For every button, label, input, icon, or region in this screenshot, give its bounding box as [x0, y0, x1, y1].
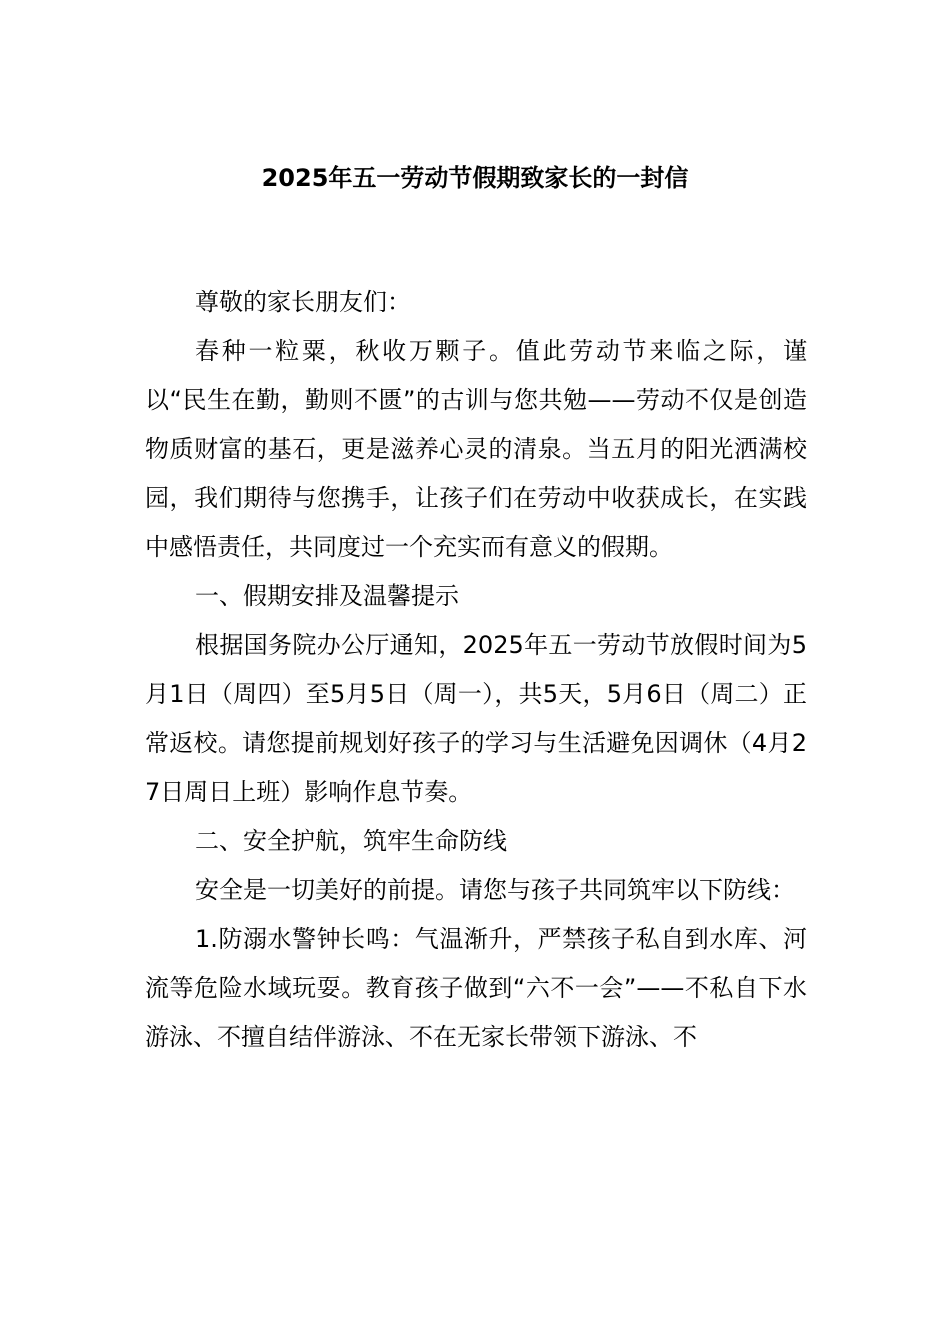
document-body: [145, 278, 807, 1062]
holiday-paragraph: 根据国务院办公厅通知，2025年五一劳动节放假时间为5月1日（周四）至5月5日（周一），共5天，5月6日（周二）正常返校。请您提前规划好孩子的学习与生活避免因调休（4月27日周日上班）影响作息节奏。: [145, 631, 807, 806]
intro-paragraph: 春种一粒粟，秋收万颗子。值此劳动节来临之际，谨以“民生在勤，勤则不匮”的古训与您共勉——劳动不仅是创造物质财富的基石，更是滋养心灵的清泉。当五月的阳光洒满校园，我们期待与您携手，让孩子们在劳动中收获成长，在实践中感悟责任，共同度过一个充实而有意义的假期。: [145, 337, 807, 561]
drowning-prevention-paragraph: 1.防溺水警钟长鸣：气温渐升，严禁孩子私自到水库、河流等危险水域玩耍。教育孩子做到“六不一会”——不私自下水游泳、不擅自结伴游泳、不在无家长带领下游泳、不: [145, 925, 807, 1051]
document-title: 2025年五一劳动节假期致家长的一封信: [261, 164, 689, 192]
section-heading-holiday: 一、假期安排及温馨提示: [195, 582, 459, 610]
salutation: 尊敬的家长朋友们：: [195, 288, 411, 316]
safety-intro-paragraph: 安全是一切美好的前提。请您与孩子共同筑牢以下防线：: [195, 876, 795, 904]
section-heading-safety: 二、安全护航，筑牢生命防线: [195, 827, 507, 855]
